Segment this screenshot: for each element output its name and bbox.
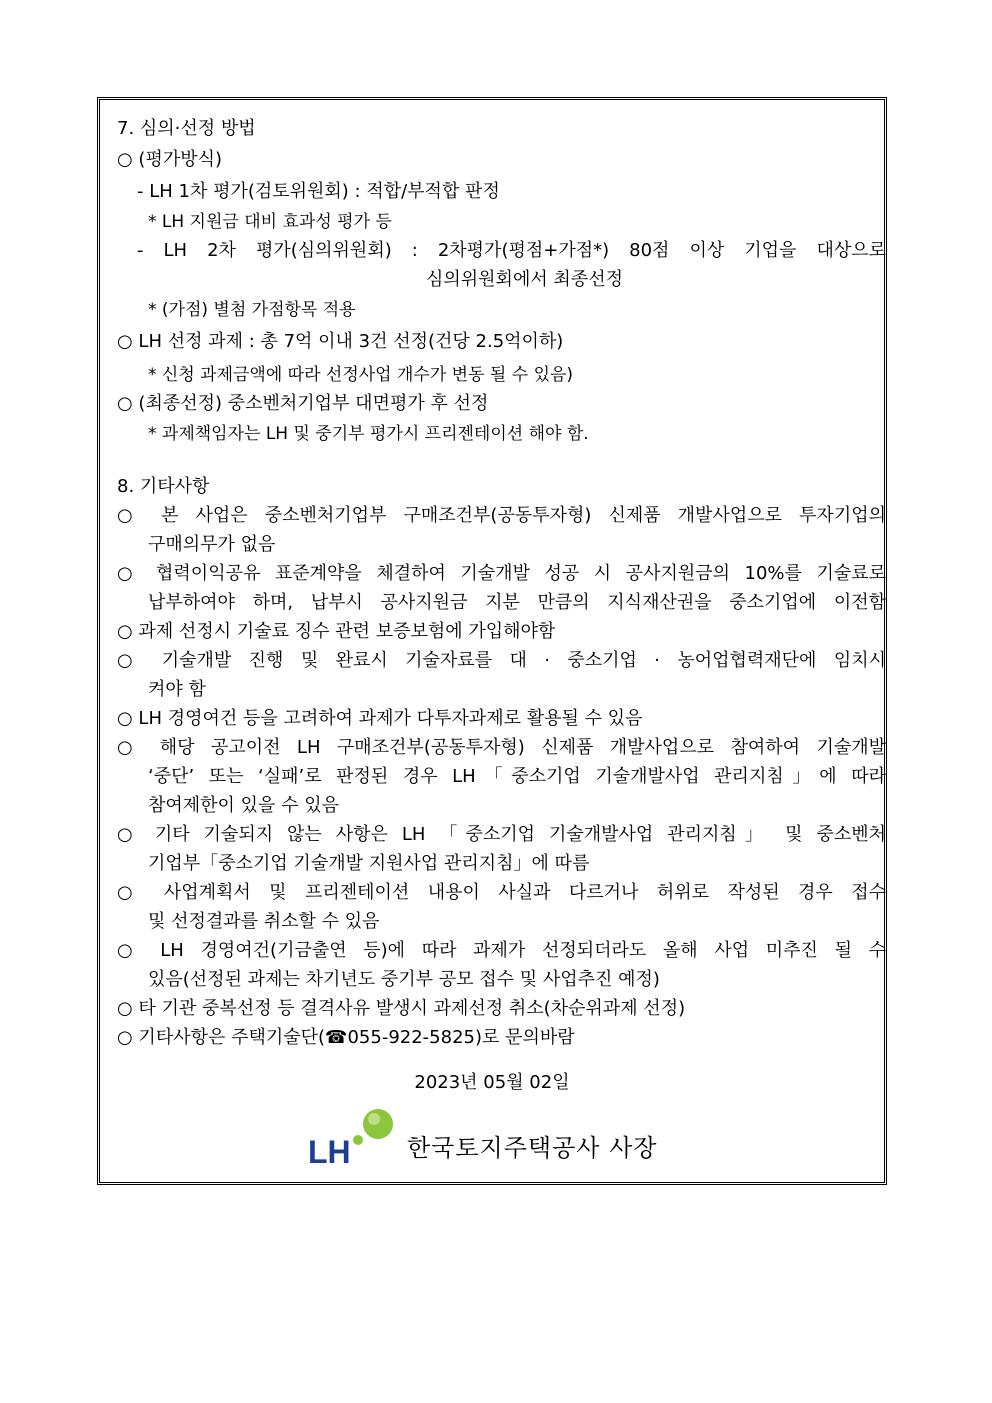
- note-first-eval: * LH 지원금 대비 효과성 평가 등: [148, 212, 392, 232]
- lh-logo-text: LH: [308, 1134, 351, 1166]
- bullet-lh-selection: ○ LH 선정 과제 : 총 7억 이내 3건 선정(건당 2.5억이하): [117, 331, 564, 352]
- etc-line: ○ 기술개발 진행 및 완료시 기술자료를 대 · 중소기업 · 농어업협력재단에 임치시: [117, 650, 886, 671]
- note-presentation: * 과제책임자는 LH 및 중기부 평가시 프리젠테이션 해야 함.: [148, 424, 589, 444]
- etc-line: 기업부「중소기업 기술개발 지원사업 관리지침」에 따름: [148, 853, 590, 874]
- dash-first-eval: - LH 1차 평가(검토위원회) : 적합/부적합 판정: [137, 181, 500, 202]
- organization-signature: 한국토지주택공사 사장: [407, 1134, 658, 1162]
- etc-line: 참여제한이 있을 수 있음: [148, 795, 340, 816]
- etc-line: ○ 협력이익공유 표준계약을 체결하여 기술개발 성공 시 공사지원금의 10%를 기술료로: [117, 563, 886, 584]
- etc-line: 납부하여야 하며, 납부시 공사지원금 지분 만큼의 지식재산권을 중소기업에 이전함: [148, 592, 886, 613]
- etc-line: ○ 기타 기술되지 않는 사항은 LH 「중소기업 기술개발사업 관리지침」 및 중소벤처: [117, 824, 886, 845]
- dash-second-eval-cont: 심의위원회에서 최종선정: [426, 269, 623, 290]
- note-bonus: * (가점) 별첨 가점항목 적용: [148, 300, 356, 320]
- etc-line: ○ 본 사업은 중소벤처기업부 구매조건부(공동투자형) 신제품 개발사업으로 투자기업의: [117, 505, 886, 526]
- note-selection-count: * 신청 과제금액에 따라 선정사업 개수가 변동 될 수 있음): [148, 365, 574, 385]
- etc-line: 켜야 함: [148, 679, 206, 700]
- bullet-eval-method: ○ (평가방식): [117, 149, 223, 170]
- etc-line: ○ LH 경영여건(기금출연 등)에 따라 과제가 선정되더라도 올해 사업 미추진 될 수: [117, 940, 886, 961]
- etc-line: 및 선정결과를 취소할 수 있음: [148, 911, 380, 932]
- notice-date: 2023년 05월 02일: [414, 1072, 570, 1093]
- section-7-heading: 7. 심의·선정 방법: [117, 118, 256, 139]
- etc-line: ○ 타 기관 중복선정 등 결격사유 발생시 과제선정 취소(차순위과제 선정): [117, 998, 686, 1019]
- etc-line: 구매의무가 없음: [148, 534, 276, 555]
- etc-line: ○ LH 경영여건 등을 고려하여 과제가 다투자과제로 활용될 수 있음: [117, 708, 643, 729]
- etc-line: ○ 해당 공고이전 LH 구매조건부(공동투자형) 신제품 개발사업으로 참여하여 기술개발: [117, 737, 886, 758]
- section-8-heading: 8. 기타사항: [117, 476, 210, 497]
- etc-line: ○ 과제 선정시 기술료 징수 관련 보증보험에 가입해야함: [117, 621, 556, 642]
- etc-line: 있음(선정된 과제는 차기년도 중기부 공모 접수 및 사업추진 예정): [148, 969, 660, 990]
- dash-second-eval: - LH 2차 평가(심의위원회) : 2차평가(평점+가점*) 80점 이상 기업을 대상으로: [137, 240, 886, 261]
- lh-logo-icon: [306, 1104, 396, 1166]
- etc-line: ○ 기타사항은 주택기술단(☎055-922-5825)로 문의바람: [117, 1027, 575, 1048]
- etc-line: ○ 사업계획서 및 프리젠테이션 내용이 사실과 다르거나 허위로 작성된 경우 접수: [117, 882, 886, 903]
- etc-line: ‘중단’ 또는 ‘실패’로 판정된 경우 LH「중소기업 기술개발사업 관리지침」에 따라: [148, 766, 886, 787]
- bullet-final-selection: ○ (최종선정) 중소벤처기업부 대면평가 후 선정: [117, 393, 489, 414]
